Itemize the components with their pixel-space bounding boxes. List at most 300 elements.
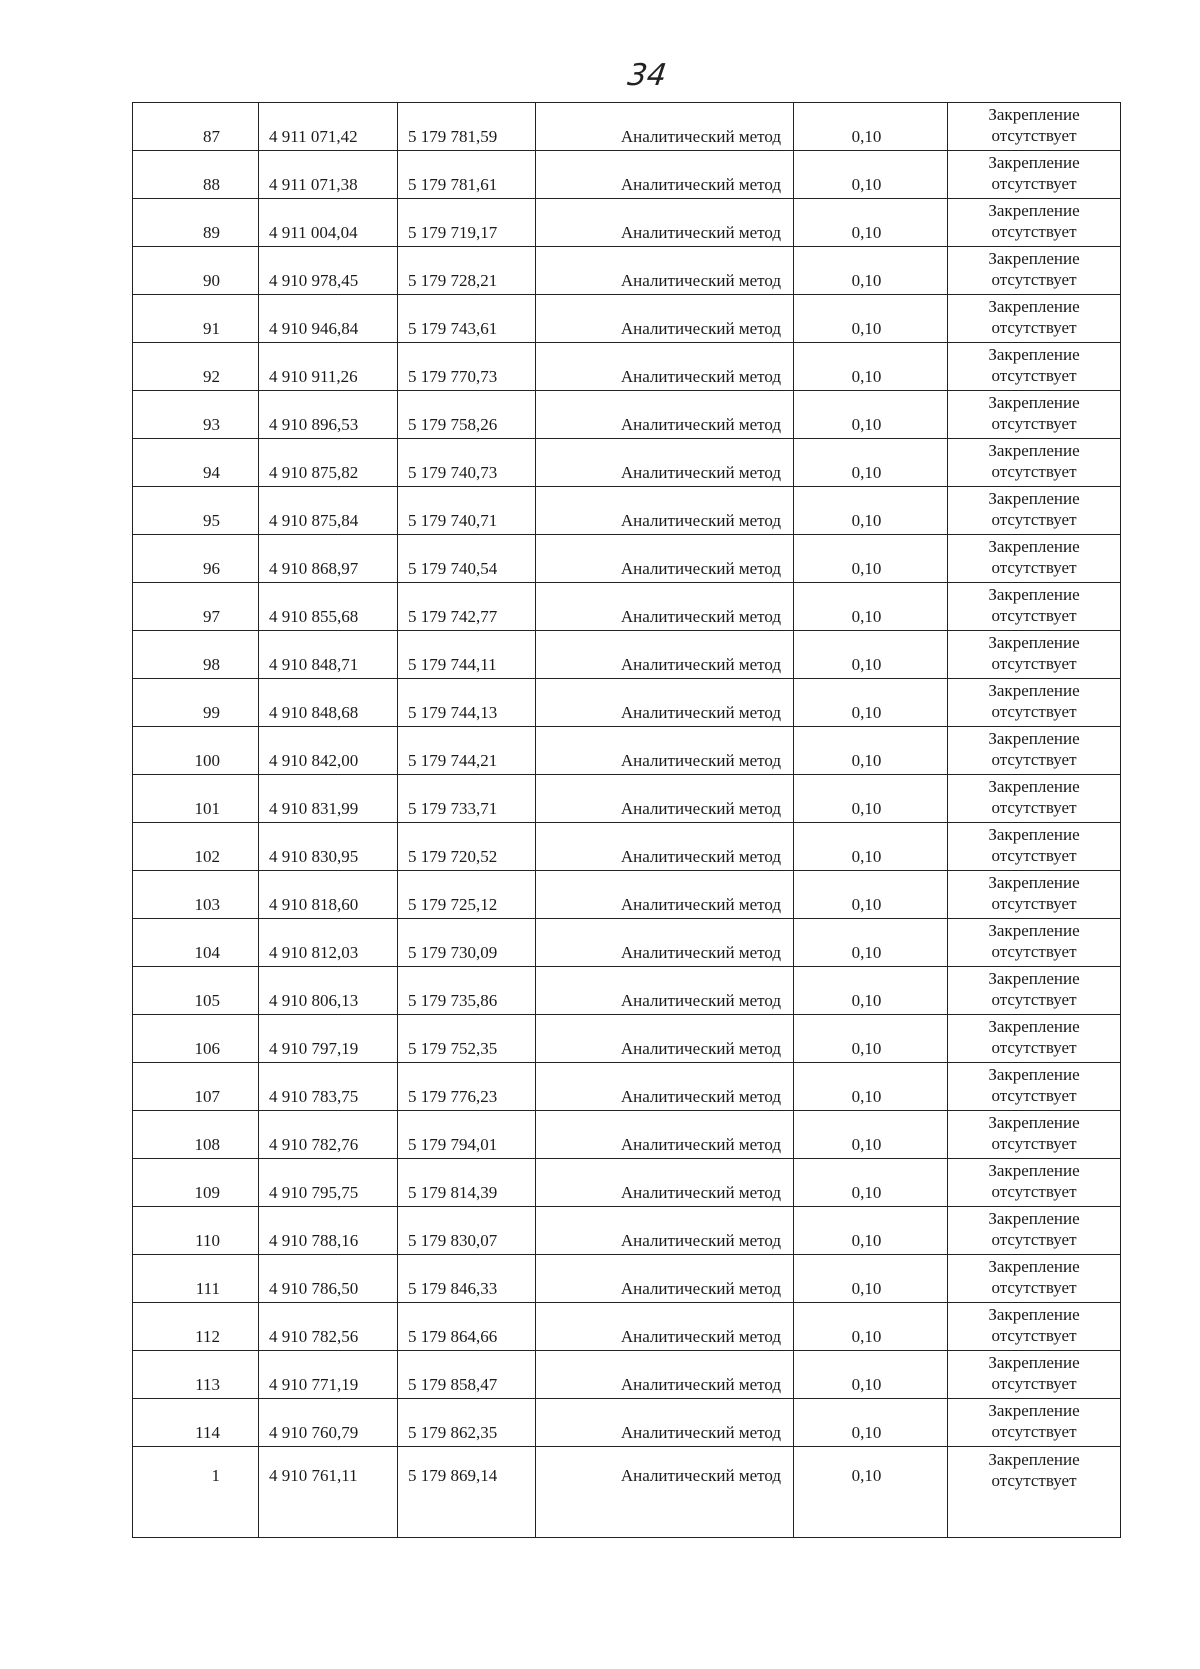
x-coordinate-cell (259, 535, 398, 583)
accuracy-cell (794, 775, 948, 823)
point-number-cell (133, 1255, 259, 1303)
accuracy-cell-value: 0,10 (851, 1183, 882, 1202)
fixing-cell-value: Закрепление отсутствует (988, 393, 1080, 433)
fixing-cell-value: Закрепление отсутствует (988, 1065, 1080, 1105)
x-coordinate-cell-value: 4 910 806,13 (269, 991, 359, 1010)
method-cell (536, 967, 794, 1015)
y-coordinate-cell (398, 1351, 536, 1399)
method-cell (536, 487, 794, 535)
method-cell (536, 919, 794, 967)
y-coordinate-cell (398, 247, 536, 295)
y-coordinate-cell (398, 1255, 536, 1303)
method-cell-value: Аналитический метод (620, 1327, 781, 1346)
y-coordinate-cell (398, 871, 536, 919)
y-coordinate-cell (398, 1015, 536, 1063)
point-number-cell (133, 1399, 259, 1447)
x-coordinate-cell-value: 4 910 761,11 (269, 1466, 358, 1485)
y-coordinate-cell (398, 1159, 536, 1207)
fixing-cell (948, 487, 1121, 535)
x-coordinate-cell-value: 4 910 818,60 (269, 895, 359, 914)
table-row (133, 583, 1121, 631)
y-coordinate-cell (398, 487, 536, 535)
method-cell-value: Аналитический метод (620, 319, 781, 338)
fixing-cell (948, 583, 1121, 631)
x-coordinate-cell-value: 4 910 760,79 (269, 1423, 359, 1442)
fixing-cell-value: Закрепление отсутствует (988, 729, 1080, 769)
table-row (133, 247, 1121, 295)
accuracy-cell (794, 823, 948, 871)
y-coordinate-cell-value: 5 179 744,11 (408, 655, 497, 674)
table-row (133, 919, 1121, 967)
point-number-cell-value: 104 (194, 943, 220, 962)
y-coordinate-cell (398, 103, 536, 151)
fixing-cell (948, 679, 1121, 727)
method-cell-value: Аналитический метод (620, 127, 781, 146)
x-coordinate-cell (259, 1015, 398, 1063)
accuracy-cell (794, 679, 948, 727)
x-coordinate-cell-value: 4 910 797,19 (269, 1039, 359, 1058)
accuracy-cell-value: 0,10 (851, 319, 882, 338)
fixing-cell (948, 631, 1121, 679)
x-coordinate-cell (259, 679, 398, 727)
method-cell-value: Аналитический метод (620, 175, 781, 194)
x-coordinate-cell-value: 4 910 911,26 (269, 367, 358, 386)
y-coordinate-cell (398, 1063, 536, 1111)
method-cell-value: Аналитический метод (620, 943, 781, 962)
method-cell-value: Аналитический метод (620, 271, 781, 290)
fixing-cell (948, 1015, 1121, 1063)
fixing-cell-value: Закрепление отсутствует (988, 105, 1080, 145)
accuracy-cell-value: 0,10 (851, 1279, 882, 1298)
accuracy-cell (794, 151, 948, 199)
accuracy-cell (794, 1255, 948, 1303)
accuracy-cell-value: 0,10 (851, 943, 882, 962)
method-cell (536, 439, 794, 487)
x-coordinate-cell-value: 4 910 855,68 (269, 607, 359, 626)
fixing-cell-value: Закрепление отсутствует (988, 1305, 1080, 1345)
fixing-cell-value: Закрепление отсутствует (988, 921, 1080, 961)
accuracy-cell (794, 343, 948, 391)
y-coordinate-cell (398, 1303, 536, 1351)
point-number-cell (133, 295, 259, 343)
fixing-cell-value: Закрепление отсутствует (988, 297, 1080, 337)
x-coordinate-cell-value: 4 910 896,53 (269, 415, 359, 434)
x-coordinate-cell (259, 199, 398, 247)
accuracy-cell-value: 0,10 (851, 1087, 882, 1106)
table-row (133, 1207, 1121, 1255)
point-number-cell (133, 1351, 259, 1399)
x-coordinate-cell (259, 103, 398, 151)
y-coordinate-cell-value: 5 179 742,77 (408, 607, 498, 626)
point-number-cell (133, 487, 259, 535)
y-coordinate-cell (398, 1111, 536, 1159)
x-coordinate-cell (259, 391, 398, 439)
x-coordinate-cell-value: 4 911 071,38 (269, 175, 358, 194)
point-number-cell (133, 727, 259, 775)
point-number-cell (133, 871, 259, 919)
y-coordinate-cell-value: 5 179 740,71 (408, 511, 498, 530)
fixing-cell-value: Закрепление отсутствует (988, 345, 1080, 385)
x-coordinate-cell (259, 823, 398, 871)
y-coordinate-cell-value: 5 179 814,39 (408, 1183, 498, 1202)
accuracy-cell (794, 1015, 948, 1063)
point-number-cell-value: 113 (195, 1375, 220, 1394)
fixing-cell (948, 823, 1121, 871)
point-number-cell (133, 1063, 259, 1111)
y-coordinate-cell (398, 343, 536, 391)
y-coordinate-cell-value: 5 179 744,21 (408, 751, 498, 770)
x-coordinate-cell-value: 4 911 004,04 (269, 223, 358, 242)
method-cell (536, 1015, 794, 1063)
fixing-cell-value: Закрепление отсутствует (988, 777, 1080, 817)
fixing-cell-value: Закрепление отсутствует (988, 1113, 1080, 1153)
fixing-cell (948, 1303, 1121, 1351)
fixing-cell (948, 247, 1121, 295)
table-row (133, 1111, 1121, 1159)
fixing-cell (948, 919, 1121, 967)
fixing-cell (948, 343, 1121, 391)
accuracy-cell-value: 0,10 (851, 1466, 882, 1485)
table-row (133, 1351, 1121, 1399)
point-number-cell (133, 775, 259, 823)
y-coordinate-cell (398, 391, 536, 439)
x-coordinate-cell-value: 4 910 868,97 (269, 559, 359, 578)
method-cell (536, 1255, 794, 1303)
y-coordinate-cell-value: 5 179 862,35 (408, 1423, 498, 1442)
x-coordinate-cell-value: 4 910 788,16 (269, 1231, 359, 1250)
table-row (133, 679, 1121, 727)
accuracy-cell (794, 199, 948, 247)
point-number-cell-value: 105 (194, 991, 220, 1010)
accuracy-cell (794, 103, 948, 151)
fixing-cell (948, 1159, 1121, 1207)
y-coordinate-cell-value: 5 179 776,23 (408, 1087, 498, 1106)
method-cell (536, 871, 794, 919)
method-cell-value: Аналитический метод (620, 1039, 781, 1058)
x-coordinate-cell-value: 4 910 875,82 (269, 463, 359, 482)
method-cell-value: Аналитический метод (620, 703, 781, 722)
method-cell (536, 1303, 794, 1351)
y-coordinate-cell-value: 5 179 781,59 (408, 127, 498, 146)
y-coordinate-cell-value: 5 179 869,14 (408, 1466, 498, 1485)
method-cell (536, 1399, 794, 1447)
x-coordinate-cell-value: 4 910 782,56 (269, 1327, 359, 1346)
table-row (133, 1015, 1121, 1063)
x-coordinate-cell (259, 583, 398, 631)
accuracy-cell-value: 0,10 (851, 511, 882, 530)
table-row (133, 439, 1121, 487)
accuracy-cell-value: 0,10 (851, 847, 882, 866)
accuracy-cell-value: 0,10 (851, 751, 882, 770)
table-row (133, 1447, 1121, 1538)
method-cell (536, 823, 794, 871)
y-coordinate-cell-value: 5 179 758,26 (408, 415, 498, 434)
point-number-cell (133, 631, 259, 679)
y-coordinate-cell (398, 919, 536, 967)
point-number-cell-value: 96 (203, 559, 220, 578)
method-cell-value: Аналитический метод (620, 415, 781, 434)
accuracy-cell-value: 0,10 (851, 655, 882, 674)
accuracy-cell (794, 439, 948, 487)
method-cell (536, 295, 794, 343)
y-coordinate-cell-value: 5 179 770,73 (408, 367, 498, 386)
y-coordinate-cell-value: 5 179 720,52 (408, 847, 498, 866)
method-cell-value: Аналитический метод (620, 751, 781, 770)
accuracy-cell (794, 727, 948, 775)
point-number-cell-value: 107 (194, 1087, 220, 1106)
table-row (133, 1399, 1121, 1447)
accuracy-cell (794, 1111, 948, 1159)
point-number-cell-value: 110 (195, 1231, 220, 1250)
table-row (133, 295, 1121, 343)
x-coordinate-cell (259, 1207, 398, 1255)
fixing-cell (948, 103, 1121, 151)
table-row (133, 631, 1121, 679)
accuracy-cell (794, 1207, 948, 1255)
point-number-cell-value: 93 (203, 415, 220, 434)
table-row (133, 967, 1121, 1015)
x-coordinate-cell-value: 4 910 848,71 (269, 655, 359, 674)
y-coordinate-cell-value: 5 179 719,17 (408, 223, 498, 242)
method-cell (536, 679, 794, 727)
table-row (133, 1255, 1121, 1303)
point-number-cell-value: 90 (203, 271, 220, 290)
point-number-cell-value: 111 (195, 1279, 220, 1298)
fixing-cell-value: Закрепление отсутствует (988, 825, 1080, 865)
y-coordinate-cell-value: 5 179 830,07 (408, 1231, 498, 1250)
point-number-cell (133, 1447, 259, 1538)
y-coordinate-cell-value: 5 179 740,54 (408, 559, 498, 578)
coordinates-table-body (133, 103, 1121, 1538)
fixing-cell (948, 199, 1121, 247)
point-number-cell-value: 89 (203, 223, 220, 242)
x-coordinate-cell (259, 631, 398, 679)
table-row (133, 487, 1121, 535)
x-coordinate-cell (259, 871, 398, 919)
accuracy-cell-value: 0,10 (851, 991, 882, 1010)
y-coordinate-cell (398, 1447, 536, 1538)
point-number-cell (133, 679, 259, 727)
method-cell-value: Аналитический метод (620, 511, 781, 530)
accuracy-cell-value: 0,10 (851, 607, 882, 626)
point-number-cell-value: 91 (203, 319, 220, 338)
fixing-cell-value: Закрепление отсутствует (988, 873, 1080, 913)
accuracy-cell-value: 0,10 (851, 895, 882, 914)
point-number-cell-value: 97 (203, 607, 220, 626)
accuracy-cell (794, 919, 948, 967)
method-cell-value: Аналитический метод (620, 847, 781, 866)
method-cell-value: Аналитический метод (620, 223, 781, 242)
method-cell (536, 1111, 794, 1159)
y-coordinate-cell (398, 679, 536, 727)
method-cell-value: Аналитический метод (620, 1466, 781, 1485)
x-coordinate-cell (259, 247, 398, 295)
x-coordinate-cell (259, 1159, 398, 1207)
accuracy-cell (794, 871, 948, 919)
y-coordinate-cell (398, 823, 536, 871)
method-cell (536, 535, 794, 583)
y-coordinate-cell-value: 5 179 858,47 (408, 1375, 498, 1394)
x-coordinate-cell-value: 4 910 848,68 (269, 703, 359, 722)
method-cell-value: Аналитический метод (620, 655, 781, 674)
point-number-cell-value: 87 (203, 127, 220, 146)
accuracy-cell-value: 0,10 (851, 1423, 882, 1442)
point-number-cell (133, 1015, 259, 1063)
accuracy-cell (794, 1447, 948, 1538)
fixing-cell-value: Закрепление отсутствует (988, 249, 1080, 289)
fixing-cell (948, 439, 1121, 487)
point-number-cell (133, 391, 259, 439)
x-coordinate-cell-value: 4 910 795,75 (269, 1183, 359, 1202)
y-coordinate-cell (398, 151, 536, 199)
x-coordinate-cell (259, 151, 398, 199)
point-number-cell-value: 114 (195, 1423, 220, 1442)
x-coordinate-cell-value: 4 910 842,00 (269, 751, 359, 770)
method-cell (536, 1159, 794, 1207)
method-cell (536, 1447, 794, 1538)
method-cell (536, 775, 794, 823)
point-number-cell (133, 583, 259, 631)
y-coordinate-cell (398, 535, 536, 583)
y-coordinate-cell-value: 5 179 794,01 (408, 1135, 498, 1154)
accuracy-cell-value: 0,10 (851, 559, 882, 578)
accuracy-cell-value: 0,10 (851, 175, 882, 194)
point-number-cell (133, 1207, 259, 1255)
accuracy-cell-value: 0,10 (851, 415, 882, 434)
method-cell-value: Аналитический метод (620, 1135, 781, 1154)
y-coordinate-cell-value: 5 179 728,21 (408, 271, 498, 290)
accuracy-cell (794, 295, 948, 343)
fixing-cell (948, 295, 1121, 343)
x-coordinate-cell (259, 1399, 398, 1447)
accuracy-cell (794, 967, 948, 1015)
table-row (133, 199, 1121, 247)
table-row (133, 1303, 1121, 1351)
x-coordinate-cell (259, 727, 398, 775)
accuracy-cell (794, 1351, 948, 1399)
accuracy-cell (794, 487, 948, 535)
point-number-cell (133, 535, 259, 583)
accuracy-cell (794, 631, 948, 679)
y-coordinate-cell-value: 5 179 781,61 (408, 175, 498, 194)
table-row (133, 391, 1121, 439)
method-cell (536, 199, 794, 247)
x-coordinate-cell-value: 4 910 771,19 (269, 1375, 359, 1394)
x-coordinate-cell-value: 4 910 786,50 (269, 1279, 359, 1298)
method-cell-value: Аналитический метод (620, 1231, 781, 1250)
fixing-cell-value: Закрепление отсутствует (988, 1161, 1080, 1201)
y-coordinate-cell (398, 967, 536, 1015)
accuracy-cell-value: 0,10 (851, 367, 882, 386)
fixing-cell (948, 391, 1121, 439)
y-coordinate-cell (398, 727, 536, 775)
point-number-cell-value: 94 (203, 463, 220, 482)
method-cell (536, 727, 794, 775)
x-coordinate-cell-value: 4 910 946,84 (269, 319, 359, 338)
table-row (133, 871, 1121, 919)
x-coordinate-cell (259, 919, 398, 967)
accuracy-cell (794, 1399, 948, 1447)
x-coordinate-cell-value: 4 910 978,45 (269, 271, 359, 290)
y-coordinate-cell-value: 5 179 730,09 (408, 943, 498, 962)
coordinates-table (132, 102, 1121, 1538)
fixing-cell-value: Закрепление отсутствует (988, 537, 1080, 577)
point-number-cell-value: 98 (203, 655, 220, 674)
method-cell-value: Аналитический метод (620, 1375, 781, 1394)
accuracy-cell (794, 535, 948, 583)
table-row (133, 1063, 1121, 1111)
point-number-cell-value: 100 (194, 751, 220, 770)
table-row (133, 103, 1121, 151)
point-number-cell-value: 103 (194, 895, 220, 914)
x-coordinate-cell (259, 439, 398, 487)
point-number-cell-value: 109 (194, 1183, 220, 1202)
method-cell-value: Аналитический метод (620, 799, 781, 818)
x-coordinate-cell-value: 4 910 782,76 (269, 1135, 359, 1154)
point-number-cell (133, 823, 259, 871)
method-cell (536, 391, 794, 439)
method-cell (536, 1351, 794, 1399)
y-coordinate-cell (398, 775, 536, 823)
y-coordinate-cell (398, 1399, 536, 1447)
fixing-cell-value: Закрепление отсутствует (988, 1209, 1080, 1249)
x-coordinate-cell-value: 4 910 831,99 (269, 799, 359, 818)
accuracy-cell-value: 0,10 (851, 1327, 882, 1346)
accuracy-cell-value: 0,10 (851, 1039, 882, 1058)
method-cell (536, 247, 794, 295)
fixing-cell (948, 1447, 1121, 1538)
method-cell-value: Аналитический метод (620, 1423, 781, 1442)
x-coordinate-cell-value: 4 910 875,84 (269, 511, 359, 530)
point-number-cell (133, 1303, 259, 1351)
method-cell (536, 583, 794, 631)
accuracy-cell-value: 0,10 (851, 223, 882, 242)
fixing-cell (948, 1207, 1121, 1255)
point-number-cell-value: 88 (203, 175, 220, 194)
fixing-cell (948, 1255, 1121, 1303)
x-coordinate-cell (259, 1447, 398, 1538)
point-number-cell-value: 101 (194, 799, 220, 818)
fixing-cell-value: Закрепление отсутствует (988, 441, 1080, 481)
x-coordinate-cell-value: 4 910 812,03 (269, 943, 359, 962)
y-coordinate-cell-value: 5 179 744,13 (408, 703, 498, 722)
method-cell-value: Аналитический метод (620, 991, 781, 1010)
y-coordinate-cell-value: 5 179 735,86 (408, 991, 498, 1010)
accuracy-cell-value: 0,10 (851, 463, 882, 482)
fixing-cell (948, 1063, 1121, 1111)
fixing-cell (948, 1399, 1121, 1447)
point-number-cell-value: 108 (194, 1135, 220, 1154)
point-number-cell-value: 99 (203, 703, 220, 722)
point-number-cell (133, 343, 259, 391)
table-row (133, 343, 1121, 391)
x-coordinate-cell-value: 4 911 071,42 (269, 127, 358, 146)
y-coordinate-cell-value: 5 179 743,61 (408, 319, 498, 338)
fixing-cell-value: Закрепление отсутствует (988, 1017, 1080, 1057)
page-number: 34 (625, 58, 669, 93)
method-cell-value: Аналитический метод (620, 895, 781, 914)
y-coordinate-cell (398, 583, 536, 631)
accuracy-cell (794, 391, 948, 439)
method-cell-value: Аналитический метод (620, 1183, 781, 1202)
fixing-cell-value: Закрепление отсутствует (988, 489, 1080, 529)
table-row (133, 775, 1121, 823)
x-coordinate-cell (259, 343, 398, 391)
fixing-cell-value: Закрепление отсутствует (988, 1257, 1080, 1297)
point-number-cell-value: 102 (194, 847, 220, 866)
accuracy-cell (794, 1063, 948, 1111)
point-number-cell (133, 103, 259, 151)
